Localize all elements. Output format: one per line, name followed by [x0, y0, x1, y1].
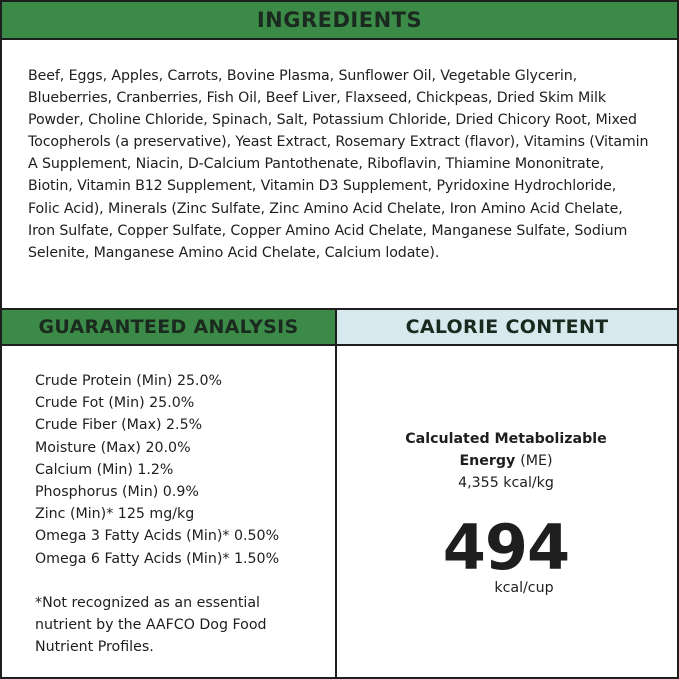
ingredients-header — [0, 0, 679, 40]
analysis-item-omega-6: Omega 6 Fatty Acids (Min)* 1.50% — [35, 550, 280, 567]
kcal-per-kg: 4,355 kcal/kg — [458, 475, 554, 491]
calorie-content-box — [335, 346, 679, 679]
kcal-per-cup-value: 494 — [442, 511, 570, 584]
analysis-list — [35, 370, 335, 570]
ingredients-text: Beef, Eggs, Apples, Carrots, Bovine Plasma, Sunflower Oil, Vegetable Glycerin, Blueberries, Cranberries, Fish Oil, Beef Liver, Flaxseed, Chickpeas, Dried Skim Milk Powder, Choline Chloride, Spinach, Salt, Potassium Chloride, Dried Chicory Root, Mixed Tocopherols (a preservative), Yeast Extract, Rosemary Extract (flavor), Vitamins (Vitamin A Supplement, Niacin, D-Calcium Pantothenate, Riboflavin, Thiamine Mononitrate, Biotin, Vitamin B12 Supplement, Vitamin D3 Supplement, Pyridoxine Hydrochloride, Folic Acid), Minerals (Zinc Sulfate, Zinc Amino Acid Chelate, Iron Amino Acid Chelate, Iron Sulfate, Copper Sulfate, Copper Amino Acid Chelate, Manganese Sulfate, Sodium Selenite, Manganese Amino Acid Chelate, Calcium lodate). — [28, 68, 649, 261]
analysis-item-crude-fiber: Crude Fiber (Max) 2.5% — [35, 417, 203, 434]
analysis-item-zinc: Zinc (Min)* 125 mg/kg — [35, 506, 195, 523]
guaranteed-analysis-box — [0, 346, 337, 679]
calorie-content-title: CALORIE CONTENT — [405, 316, 609, 338]
analysis-item-omega-3: Omega 3 Fatty Acids (Min)* 0.50% — [35, 528, 280, 545]
analysis-item-crude-fat: Crude Fot (Min) 25.0% — [35, 395, 195, 412]
calorie-content-values — [335, 428, 677, 598]
analysis-item-phosphorus: Phosphorus (Min) 0.9% — [35, 484, 199, 501]
analysis-item-moisture: Moisture (Max) 20.0% — [35, 439, 191, 456]
kcal-per-cup-unit: kcal/cup — [494, 580, 554, 596]
analysis-item-crude-protein: Crude Protein (Min) 25.0% — [35, 373, 223, 389]
analysis-footnote: *Not recognized as an essential nutrient by the AAFCO Dog Food Nutrient Profiles. — [35, 594, 267, 656]
guaranteed-analysis-header — [0, 308, 337, 346]
analysis-item-calcium: Calcium (Min) 1.2% — [35, 461, 174, 478]
me-label-line2 — [335, 450, 677, 472]
me-label-energy: Energy — [459, 453, 516, 469]
me-label-line1: Calculated Metabolizable — [405, 431, 607, 447]
calorie-content-header — [335, 308, 679, 346]
me-label-abbrev: (ME) — [520, 453, 553, 469]
guaranteed-analysis-title: GUARANTEED ANALYSIS — [38, 316, 299, 338]
ingredients-title: INGREDIENTS — [256, 8, 423, 32]
ingredients-box — [0, 40, 679, 308]
